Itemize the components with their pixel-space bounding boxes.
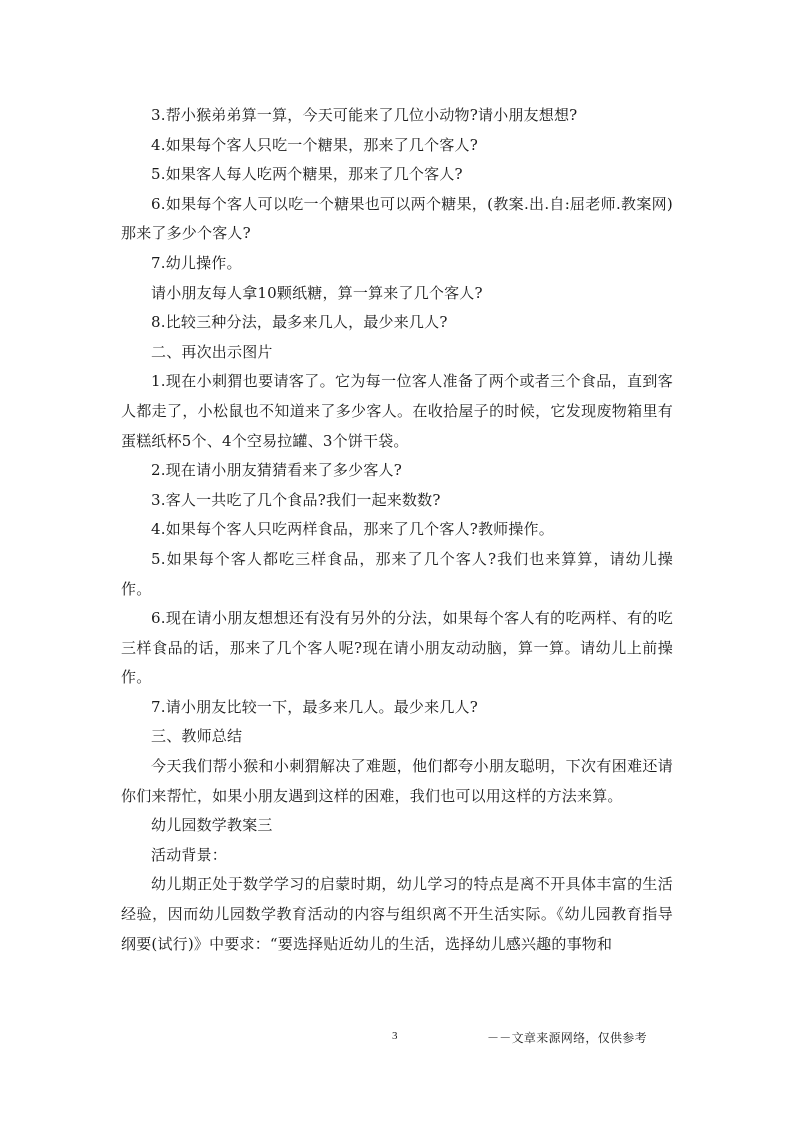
paragraph: 幼儿期正处于数学学习的启蒙时期，幼儿学习的特点是离不开具体丰富的生活经验，因而幼儿园数学教育活动的内容与组织离不开生活实际。《幼儿园教育指导纲要(试行)》中要求：“要选择贴近幼儿的生活，选择幼儿感兴趣的事物和: [121, 875, 673, 953]
paragraph: 3.帮小猴弟弟算一算，今天可能来了几位小动物?请小朋友想想?: [151, 106, 578, 124]
section-heading: 活动背景：: [151, 845, 228, 864]
paragraph: 今天我们帮小猴和小刺猬解决了难题，他们都夸小朋友聪明，下次有困难还请你们来帮忙，如果小朋友遇到这样的困难，我们也可以用这样的方法来算。: [121, 757, 673, 805]
section-heading: 三、教师总结: [151, 727, 243, 746]
paragraph: 请小朋友每人拿10颗纸糖，算一算来了几个客人?: [151, 283, 483, 302]
paragraph: 5.如果客人每人吃两个糖果，那来了几个客人?: [151, 165, 463, 184]
paragraph: 7.请小朋友比较一下，最多来几人。最少来几人?: [151, 697, 478, 716]
paragraph: 8.比较三种分法，最多来几人，最少来几人?: [151, 313, 448, 332]
document-subtitle: 幼儿园数学教案三: [151, 816, 273, 835]
section-heading: 二、再次出示图片: [151, 342, 273, 361]
paragraph: 1.现在小刺猬也要请客了。它为每一位客人准备了两个或者三个食品，直到客人都走了，小松鼠也不知道来了多少客人。在收拾屋子的时候，它发现废物箱里有蛋糕纸杯5个、4个空易拉罐、3个饼干袋。: [121, 372, 673, 450]
page-number: 3: [392, 1030, 398, 1042]
document-body: [121, 101, 673, 959]
paragraph: 5.如果每个客人都吃三样食品，那来了几个客人?我们也来算算，请幼儿操作。: [121, 549, 673, 598]
paragraph: 3.客人一共吃了几个食品?我们一起来数数?: [151, 490, 441, 509]
paragraph: 6.现在请小朋友想想还有没有另外的分法，如果每个客人有的吃两样、有的吃三样食品的话，那来了几个客人呢?现在请小朋友动动脑，算一算。请幼儿上前操作。: [121, 609, 673, 687]
paragraph: 4.如果每个客人只吃一个糖果，那来了几个客人?: [151, 135, 478, 154]
paragraph: 7.幼儿操作。: [151, 253, 242, 272]
paragraph: 6.如果每个客人可以吃一个糖果也可以两个糖果，(教案.出.自:屈老师.教案网)那来了多少个客人?: [121, 194, 673, 243]
paragraph: 4.如果每个客人只吃两样食品，那来了几个客人?教师操作。: [151, 520, 554, 539]
footer-note: －－文章来源网络，仅供参考: [487, 1031, 647, 1045]
paragraph: 2.现在请小朋友猜猜看来了多少客人?: [151, 461, 402, 480]
